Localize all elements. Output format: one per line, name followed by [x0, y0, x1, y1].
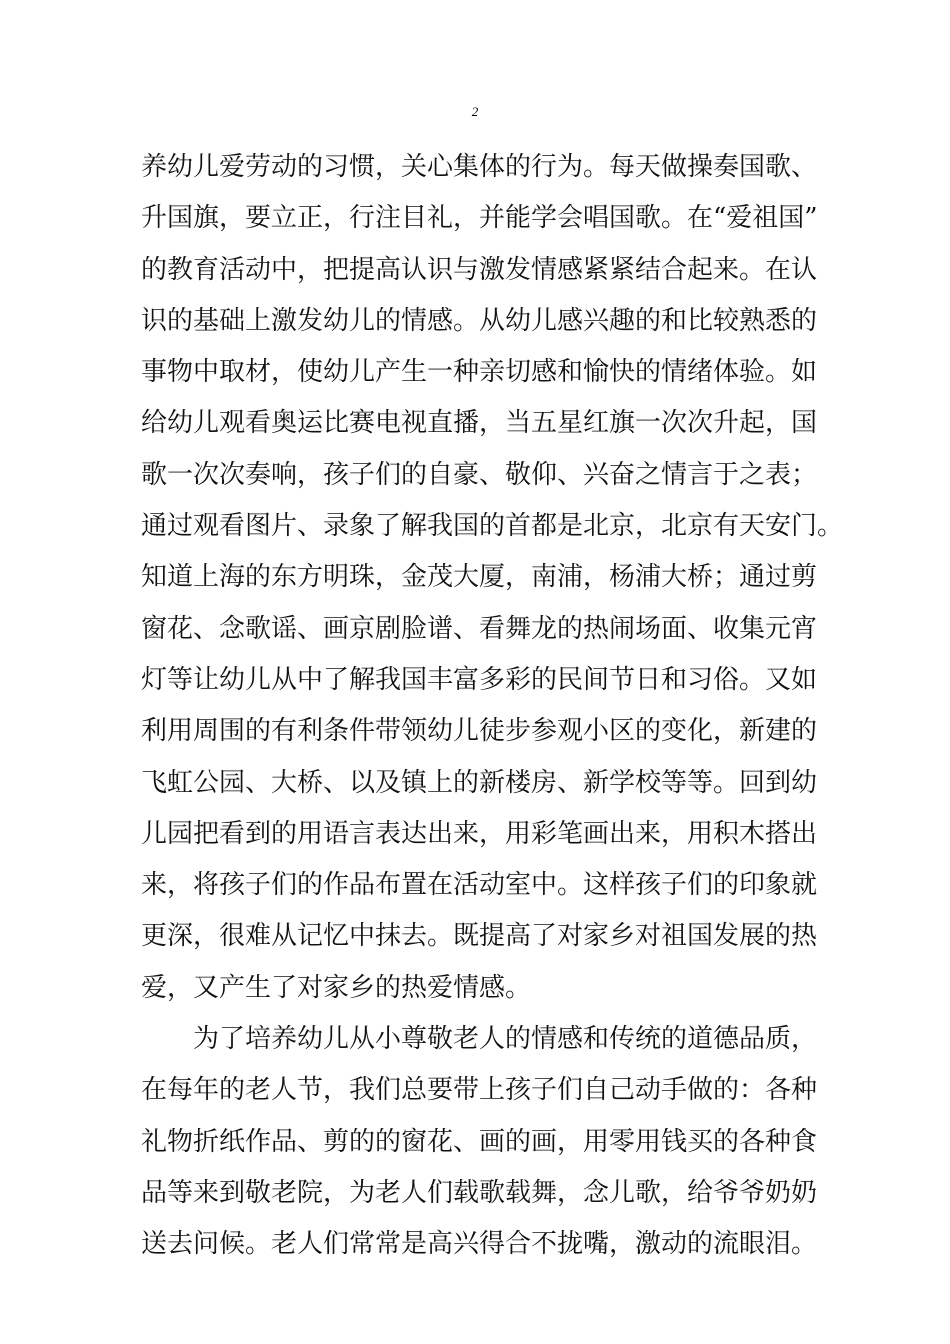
text-line: 的教育活动中，把提高认识与激发情感紧紧结合起来。在认	[141, 254, 818, 285]
document-body	[141, 142, 844, 1271]
text-line: 在每年的老人节，我们总要带上孩子们自己动手做的：各种	[141, 1075, 818, 1106]
text-line: 更深，很难从记忆中抹去。既提高了对家乡对祖国发展的热	[141, 921, 818, 952]
text-line: 窗花、念歌谣、画京剧脸谱、看舞龙的热闹场面、收集元宵	[141, 613, 818, 644]
text-line: 歌一次次奏响，孩子们的自豪、敬仰、兴奋之情言于之表；	[141, 459, 818, 490]
text-line: 事物中取材，使幼儿产生一种亲切感和愉快的情绪体验。如	[141, 357, 818, 388]
text-line: 养幼儿爱劳动的习惯，关心集体的行为。每天做操奏国歌、	[141, 152, 818, 182]
text-line: 来，将孩子们的作品布置在活动室中。这样孩子们的印象就	[141, 870, 818, 901]
text-line: 给幼儿观看奥运比赛电视直播，当五星红旗一次次升起，国	[141, 408, 818, 439]
text-line: 利用周围的有利条件带领幼儿徒步参观小区的变化，新建的	[141, 716, 818, 747]
text-line: 儿园把看到的用语言表达出来，用彩笔画出来，用积木搭出	[141, 818, 818, 849]
text-line: 通过观看图片、录象了解我国的首都是北京，北京有天安门。	[141, 511, 844, 542]
text-line: 品等来到敬老院，为老人们载歌载舞，念儿歌，给爷爷奶奶	[141, 1177, 818, 1208]
text-line: 为了培养幼儿从小尊敬老人的情感和传统的道德品质，	[193, 1024, 818, 1055]
text-line: 识的基础上激发幼儿的情感。从幼儿感兴趣的和比较熟悉的	[141, 305, 818, 336]
text-line: 飞虹公园、大桥、以及镇上的新楼房、新学校等等。回到幼	[141, 767, 818, 798]
page-number: 2	[471, 104, 479, 119]
text-line: 灯等让幼儿从中了解我国丰富多彩的民间节日和习俗。又如	[141, 664, 818, 695]
text-line: 知道上海的东方明珠，金茂大厦，南浦，杨浦大桥；通过剪	[141, 562, 818, 593]
text-line: 送去问候。老人们常常是高兴得合不拢嘴，激动的流眼泪。	[141, 1229, 818, 1260]
text-line: 升国旗，要立正，行注目礼，并能学会唱国歌。在“爱祖国”	[141, 203, 818, 234]
text-line: 爱，又产生了对家乡的热爱情感。	[141, 972, 532, 1003]
text-line: 礼物折纸作品、剪的的窗花、画的画，用零用钱买的各种食	[141, 1126, 818, 1157]
